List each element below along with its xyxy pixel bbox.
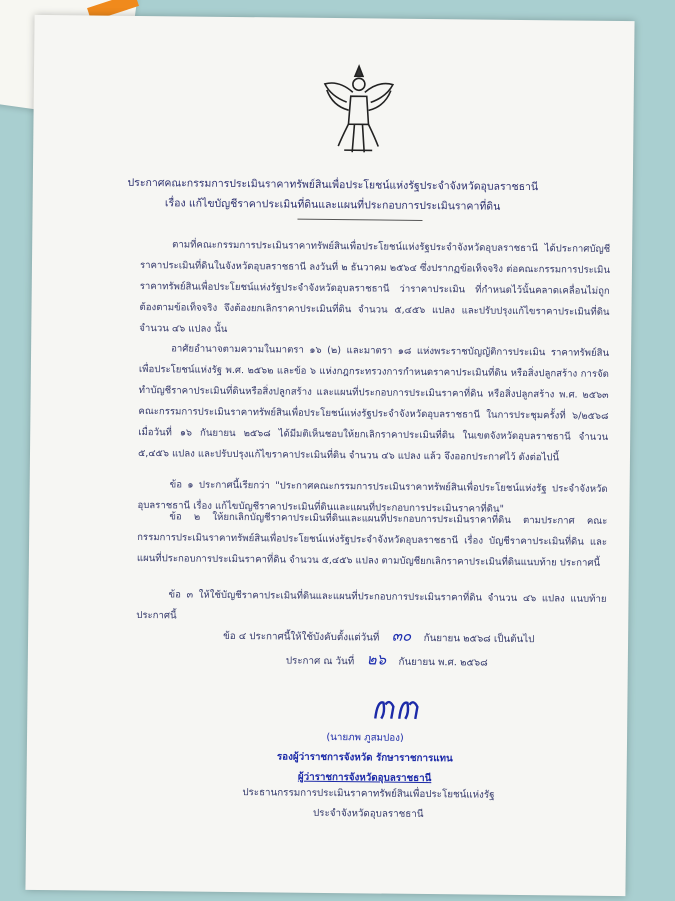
clause-4-prefix: ข้อ ๔ ประกาศนี้ให้ใช้บังคับตั้งแต่วันที่ — [223, 630, 380, 644]
announcement-date — [286, 647, 488, 673]
clause-4 — [223, 622, 534, 649]
clause-3-text: ข้อ ๓ ให้ใช้บัญชีราคาประเมินที่ดินและแผนที่ประกอบการประเมินราคาที่ดิน จำนวน ๔๖ แปลง แนบท้ายประกาศนี้ — [136, 589, 607, 622]
document-subject: เรื่อง แก้ไขบัญชีราคาประเมินที่ดินและแผนที่ประกอบการประเมินราคาที่ดิน — [164, 197, 501, 213]
clause-2-text: ข้อ ๒ ให้ยกเลิกบัญชีราคาประเมินที่ดินและแผนที่ประกอบการประเมินราคาที่ดิน ตามประกาศ คณะกรรมการประเมินราคาทรัพย์สินเพื่อประโยชน์แห่งรัฐประจำจังหวัดอุบลราชธานี เรื่อง บัญชีราคาประเมินที่ดิน และแผนที่ประกอบการประเมินราคาที่ดิน จำนวน ๕,๔๕๖ แปลง ตามบัญชียกเลิกราคาประเมินที่ดินแนบท้าย ประกาศนี้ — [136, 511, 608, 569]
paragraph-authority — [138, 338, 609, 469]
announcement-handwritten-day: ๒๖ — [366, 650, 387, 669]
paragraph-authority-text: อาศัยอำนาจตามความในมาตรา ๑๖ (๒) และมาตรา ๑๘ แห่งพระราชบัญญัติการประเมิน ราคาทรัพย์สินเพื่อประโยชน์แห่งรัฐ พ.ศ. ๒๕๖๒ และข้อ ๖ แห่งกฎกระทรวงการกำหนดราคาประเมินที่ดิน หรือสิ่งปลูกสร้าง การจัดทำบัญชีราคาประเมินที่ดินหรือสิ่งปลูกสร้าง และแผนที่ประกอบการประเมินราคาที่ดิน หรือสิ่งปลูกสร้าง พ.ศ. ๒๕๖๓ คณะกรรมการประเมินราคาทรัพย์สินเพื่อประโยชน์แห่งรัฐประจำจังหวัดอุบลราชธานี ในการประชุมครั้งที่ ๖/๒๕๖๘ เมื่อวันที่ ๑๖ กันยายน ๒๕๖๘ ได้มีมติเห็นชอบให้ยกเลิกราคาประเมินที่ดิน ในเขตจังหวัดอุบลราชธานี จำนวน ๕,๔๕๖ แปลง และปรับปรุงแก้ไขราคาประเมินที่ดิน จำนวน ๔๖ แปลง แล้ว จึงออกประกาศไว้ ดังต่อไปนี้ — [137, 343, 610, 464]
signer-position-3: ประธานกรรมการประเมินราคาทรัพย์สินเพื่อประโยชน์แห่งรัฐ — [242, 787, 495, 801]
handwritten-signature — [371, 694, 423, 725]
garuda-emblem-icon — [318, 62, 399, 159]
clause-1-text: ข้อ ๑ ประกาศนี้เรียกว่า "ประกาศคณะกรรมการประเมินราคาทรัพย์สินเพื่อประโยชน์แห่งรัฐ ประจำจังหวัดอุบลราชธานี เรื่อง แก้ไขบัญชีราคาประเมินที่ดินและแผนที่ประกอบการประเมินราคาที่ดิน" — [137, 479, 608, 515]
signer-position-2: ผู้ว่าราชการจังหวัดอุบลราชธานี — [297, 771, 432, 785]
clause-4-suffix: กันยายน ๒๕๖๘ เป็นต้นไป — [423, 632, 535, 646]
announcement-date-prefix: ประกาศ ณ วันที่ — [285, 655, 355, 668]
title-divider — [297, 219, 422, 221]
clause-2 — [137, 506, 608, 574]
announcement-date-suffix: กันยายน พ.ศ. ๒๕๖๘ — [398, 656, 488, 669]
signer-position-4: ประจำจังหวัดอุบลราชธานี — [312, 807, 424, 820]
paragraph-background-text: ตามที่คณะกรรมการประเมินราคาทรัพย์สินเพื่อประโยชน์แห่งรัฐประจำจังหวัดอุบลราชธานี ได้ประกาศบัญชีราคาประเมินที่ดินในจังหวัดอุบลราชธานี ลงวันที่ ๒ ธันวาคม ๒๕๖๔ ซึ่งปรากฏข้อเท็จจริง ต่อคณะกรรมการประเมินราคาทรัพย์สินเพื่อประโยชน์แห่งรัฐประจำจังหวัดอุบลราชธานี ว่าราคาประเมิน ที่กำหนดไว้นั้นคลาดเคลื่อนไม่ถูกต้องตามข้อเท็จจริง จึงต้องยกเลิกราคาประเมินที่ดิน จำนวน ๕,๔๕๖ แปลง และปรับปรุงแก้ไขราคาประเมินที่ดิน จำนวน ๔๖ แปลง นั้น — [139, 239, 611, 335]
document-title: ประกาศคณะกรรมการประเมินราคาทรัพย์สินเพื่อประโยชน์แห่งรัฐประจำจังหวัดอุบลราชธานี — [127, 176, 539, 194]
document-page — [25, 15, 634, 896]
paragraph-background — [139, 234, 610, 344]
signer-name: (นายภพ ภูสมปอง) — [326, 731, 404, 744]
signer-position-1: รองผู้ว่าราชการจังหวัด รักษาราชการแทน — [276, 751, 453, 765]
clause-4-handwritten-day: ๓๐ — [391, 626, 412, 645]
